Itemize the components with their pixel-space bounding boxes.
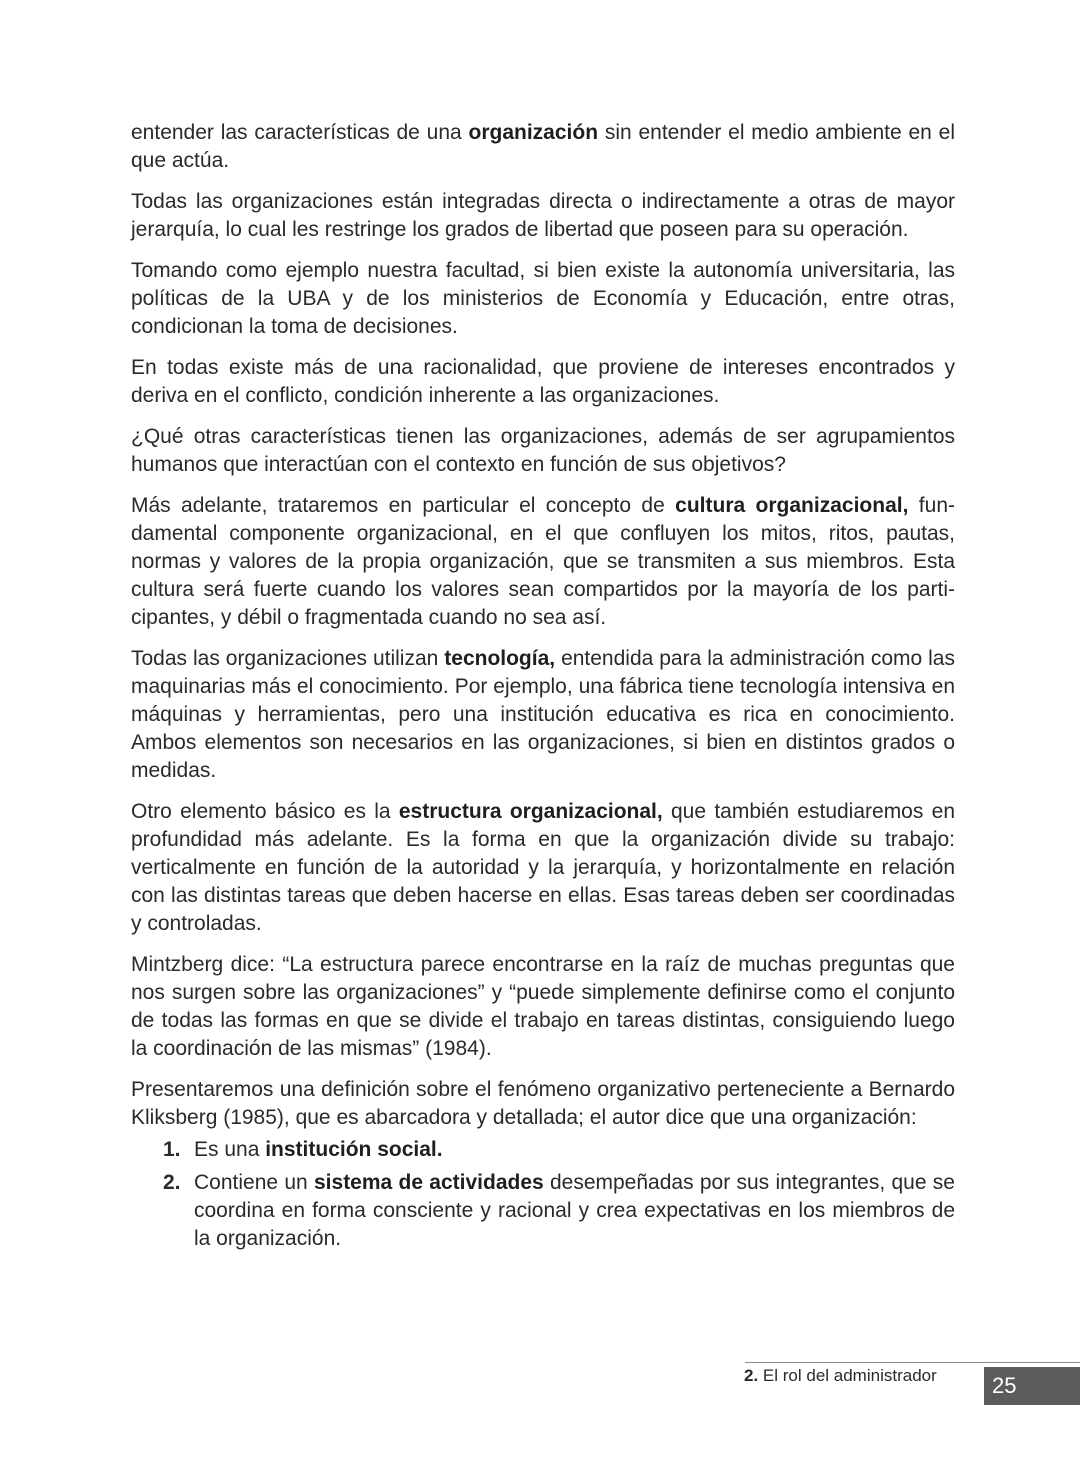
chapter-number: 2.	[744, 1366, 759, 1385]
paragraph-2: Todas las organizaciones están integradas directa o indirectamente a otras de mayor jerarquía, lo cual les restringe los grados de libertad que poseen para su operación.	[131, 190, 955, 241]
paragraph-5: ¿Qué otras características tienen las organizaciones, además de ser agrupamientos humanos que interactúan con el contexto en función de sus objetivos?	[131, 425, 955, 476]
paragraph-3: Tomando como ejemplo nuestra facultad, si bien existe la autonomía universitaria, las políticas de la UBA y de los ministerios de Economía y Educación, entre otras, condicionan la toma de decisiones.	[131, 259, 955, 338]
page-number-box	[984, 1367, 1080, 1405]
paragraph-6: Más adelante, trataremos en particular el concepto de cultura organizacional, fundamental componente organizacional, en el que confluyen los mitos, ritos, pautas, normas y valores de la propia organización, que se transmiten a sus miembros. Esta cultura será fuerte cuando los valores sean compartidos por la mayoría de los participantes, y débil o fragmentada cuando no sea así.	[131, 494, 955, 629]
list-item: 2. Contiene un sistema de actividades desempeñadas por sus integrantes, que se coordina en forma consciente y racional y crea expectativas en los miembros de la organización.	[163, 1171, 955, 1250]
paragraph-10: Presentaremos una definición sobre el fenómeno organizativo perteneciente a Bernardo Kliksberg (1985), que es abarcadora y detallada; el autor dice que una organización:	[131, 1078, 955, 1129]
paragraph-4: En todas existe más de una racionalidad, que proviene de intereses encontrados y deriva en el conflicto, condición inherente a las organizaciones.	[131, 356, 955, 407]
running-footer	[744, 1366, 937, 1386]
footer-divider	[745, 1362, 1080, 1363]
bold-term: institución social.	[265, 1138, 443, 1161]
paragraph-8: Otro elemento básico es la estructura organizacional, que también estudiaremos en profundidad más adelante. Es la forma en que la organización divide su trabajo: verticalmente en función de la autoridad y la jerarquía, y horizontalmente en relación con las distintas tareas que deben hacerse en ellas. Esas tareas deben ser coordinadas y controladas.	[131, 800, 955, 935]
chapter-title: El rol del administrador	[758, 1366, 937, 1385]
paragraph-9: Mintzberg dice: “La estructura parece encontrarse en la raíz de muchas preguntas que nos surgen sobre las organizaciones” y “puede simplemente definirse como el conjunto de todas las formas en que se divide el trabajo en tareas distintas, consiguiendo luego la coordinación de las mismas” (1984).	[131, 953, 955, 1060]
bold-term: estructura organizacional,	[398, 800, 663, 823]
bold-term: organización	[468, 121, 599, 144]
bold-term: cultura organizacional,	[675, 494, 909, 517]
page-number: 25	[992, 1373, 1017, 1398]
numbered-list	[131, 1136, 955, 1253]
paragraph-1: entender las características de una organización sin entender el medio ambiente en el que actúa.	[131, 121, 955, 172]
paragraph-7: Todas las organizaciones utilizan tecnología, entendida para la administración como las maquinarias más el conocimiento. Por ejemplo, una fábrica tiene tecnología intensiva en máquinas y herramientas, pero una institución educativa es rica en conocimiento. Ambos elementos son necesarios en las organizaciones, si bien en distintos grados o medidas.	[131, 647, 955, 782]
list-item: 1. Es una institución social.	[163, 1136, 955, 1164]
list-number: 1.	[163, 1138, 181, 1161]
bold-term: tecnología,	[444, 647, 556, 670]
list-number: 2.	[163, 1171, 181, 1194]
page-body	[131, 119, 955, 1258]
bold-term: sistema de actividades	[314, 1171, 544, 1194]
